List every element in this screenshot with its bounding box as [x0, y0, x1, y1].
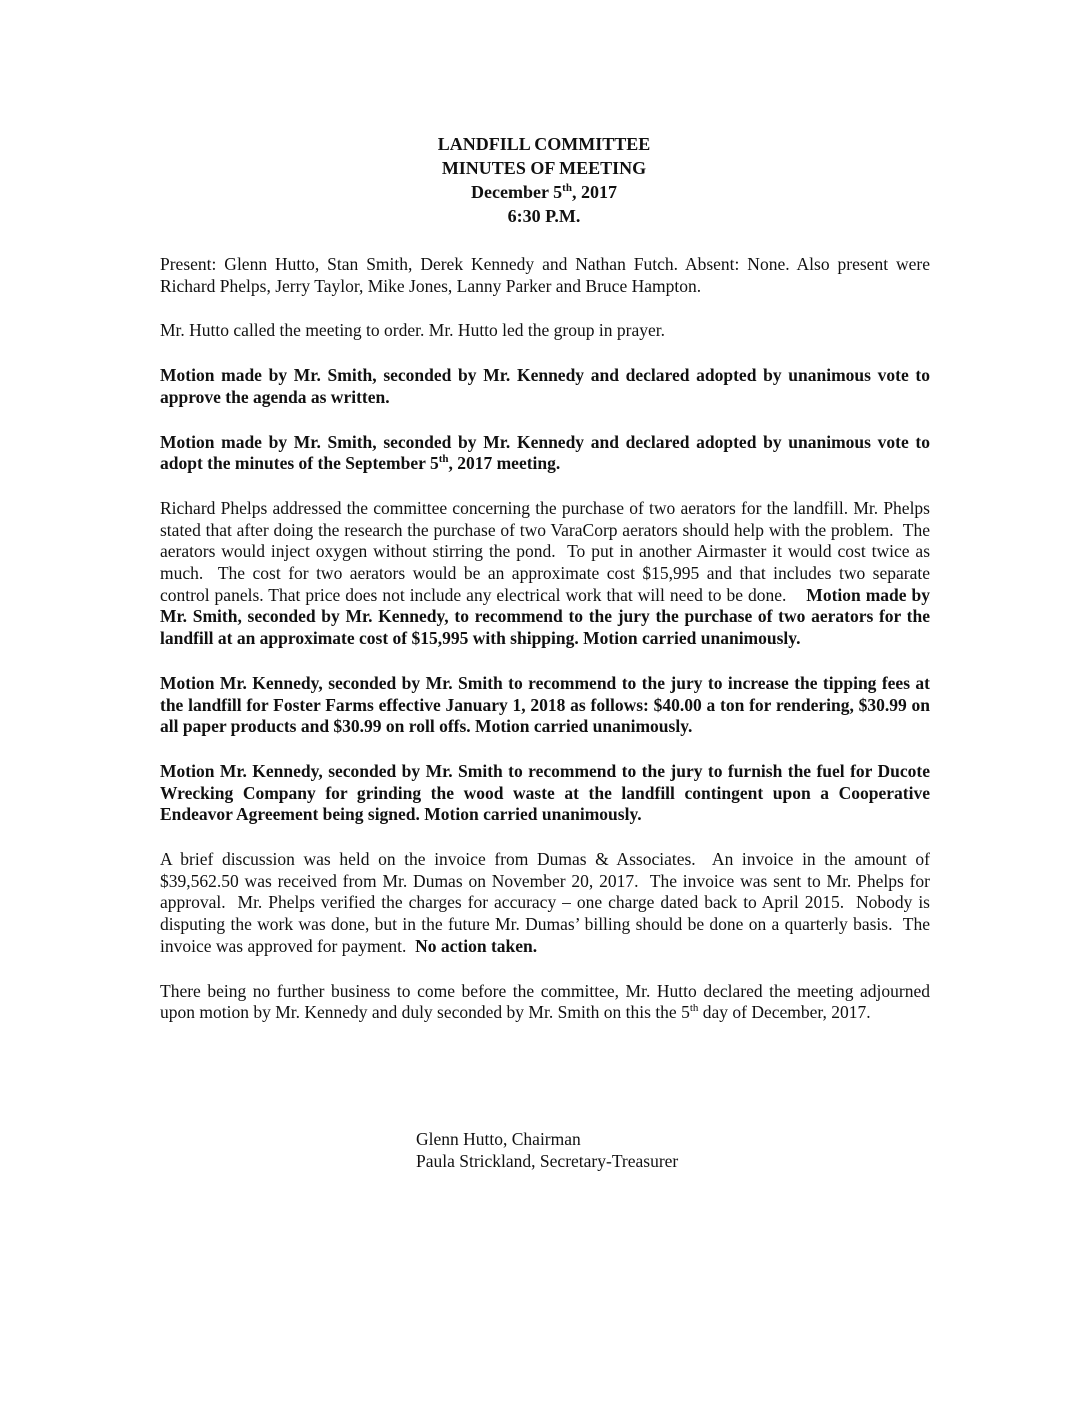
header-date-suffix: th	[562, 182, 572, 194]
tipping-fees-motion-paragraph: Motion Mr. Kennedy, seconded by Mr. Smith to recommend to the jury to increase the tipping fees at the landfill for Foster Farms effective January 1, 2018 as follows: $40.00 a ton for rendering, $30.99 on all paper products and $30.99 on roll offs. Motion carried unanimously.	[160, 672, 930, 737]
signature-block	[416, 1128, 678, 1172]
fuel-motion-paragraph: Motion Mr. Kennedy, seconded by Mr. Smith to recommend to the jury to furnish the fuel for Ducote Wrecking Company for grinding the wood waste at the landfill contingent upon a Cooperative Endeavor Agreement being signed. Motion carried unanimously.	[160, 760, 930, 825]
minutes-body	[160, 254, 935, 1047]
adjournment-date: day of December, 2017.	[698, 1002, 871, 1023]
document-header	[0, 132, 1088, 228]
minutes-motion-text: Motion made by Mr. Smith, seconded by Mr. Kennedy and declared adopted by unanimous vote to adopt the minutes of the September 5	[160, 431, 930, 474]
adjournment-text: There being no further business to come before the committee, Mr. Hutto declared the meeting adjourned upon motion by Mr. Kennedy and duly seconded by Mr. Smith on this the 5	[160, 980, 930, 1023]
agenda-motion-paragraph: Motion made by Mr. Smith, seconded by Mr. Kennedy and declared adopted by unanimous vote to approve the agenda as written.	[160, 365, 930, 407]
header-date-main: December 5	[471, 182, 563, 202]
header-time: 6:30 P.M.	[507, 206, 581, 226]
header-title: LANDFILL COMMITTEE	[437, 134, 651, 154]
minutes-motion-paragraph	[160, 432, 930, 475]
header-date	[0, 180, 1088, 204]
minutes-motion-year: , 2017 meeting.	[448, 453, 561, 474]
aerators-motion: Motion made by Mr. Smith, seconded by Mr. Kennedy, to recommend to the jury the purchase of two aerators for the landfill at an approximate cost of $15,995 with shipping. Motion carried unanimously.	[160, 584, 931, 649]
secretary-signature: Paula Strickland, Secretary-Treasurer	[416, 1151, 679, 1171]
adjournment-paragraph	[160, 981, 930, 1024]
invoice-discussion: A brief discussion was held on the invoice from Dumas & Associates. An invoice in the amount of $39,562.50 was received from Mr. Dumas on November 20, 2017. The invoice was sent to Mr. Phelps for approval. Mr. Phelps verified the charges for accuracy – one charge dated back to April 2015. Nobody is disputing the work was done, but in the future Mr. Dumas’ billing should be done on a quarterly basis. The invoice was approved for payment.	[160, 849, 935, 956]
adjournment-suffix: th	[689, 1002, 699, 1015]
aerators-discussion: Richard Phelps addressed the committee concerning the purchase of two aerators for the landfill. Mr. Phelps stated that after doing the research the purchase of two VaraCorp aerators should help with the problem. The aerators would inject oxygen without stirring the pond. To put in another Airmaster it would cost twice as much. The cost for two aerators would be an approximate cost $15,995 and that includes two separate control panels. That price does not include any electrical work that will need to be done.	[160, 497, 935, 605]
attendance-paragraph: Present: Glenn Hutto, Stan Smith, Derek Kennedy and Nathan Futch. Absent: None. Also present were Richard Phelps, Jerry Taylor, Mike Jones, Lanny Parker and Bruce Hampton.	[160, 254, 930, 296]
minutes-motion-suffix: th	[438, 453, 449, 466]
header-subtitle: MINUTES OF MEETING	[441, 158, 647, 178]
invoice-paragraph	[160, 849, 935, 958]
header-date-year: , 2017	[571, 182, 617, 202]
call-to-order-paragraph: Mr. Hutto called the meeting to order. Mr. Hutto led the group in prayer.	[160, 320, 665, 341]
invoice-action: No action taken.	[415, 935, 538, 956]
chairman-signature: Glenn Hutto, Chairman	[416, 1129, 581, 1149]
aerators-paragraph	[160, 497, 935, 650]
